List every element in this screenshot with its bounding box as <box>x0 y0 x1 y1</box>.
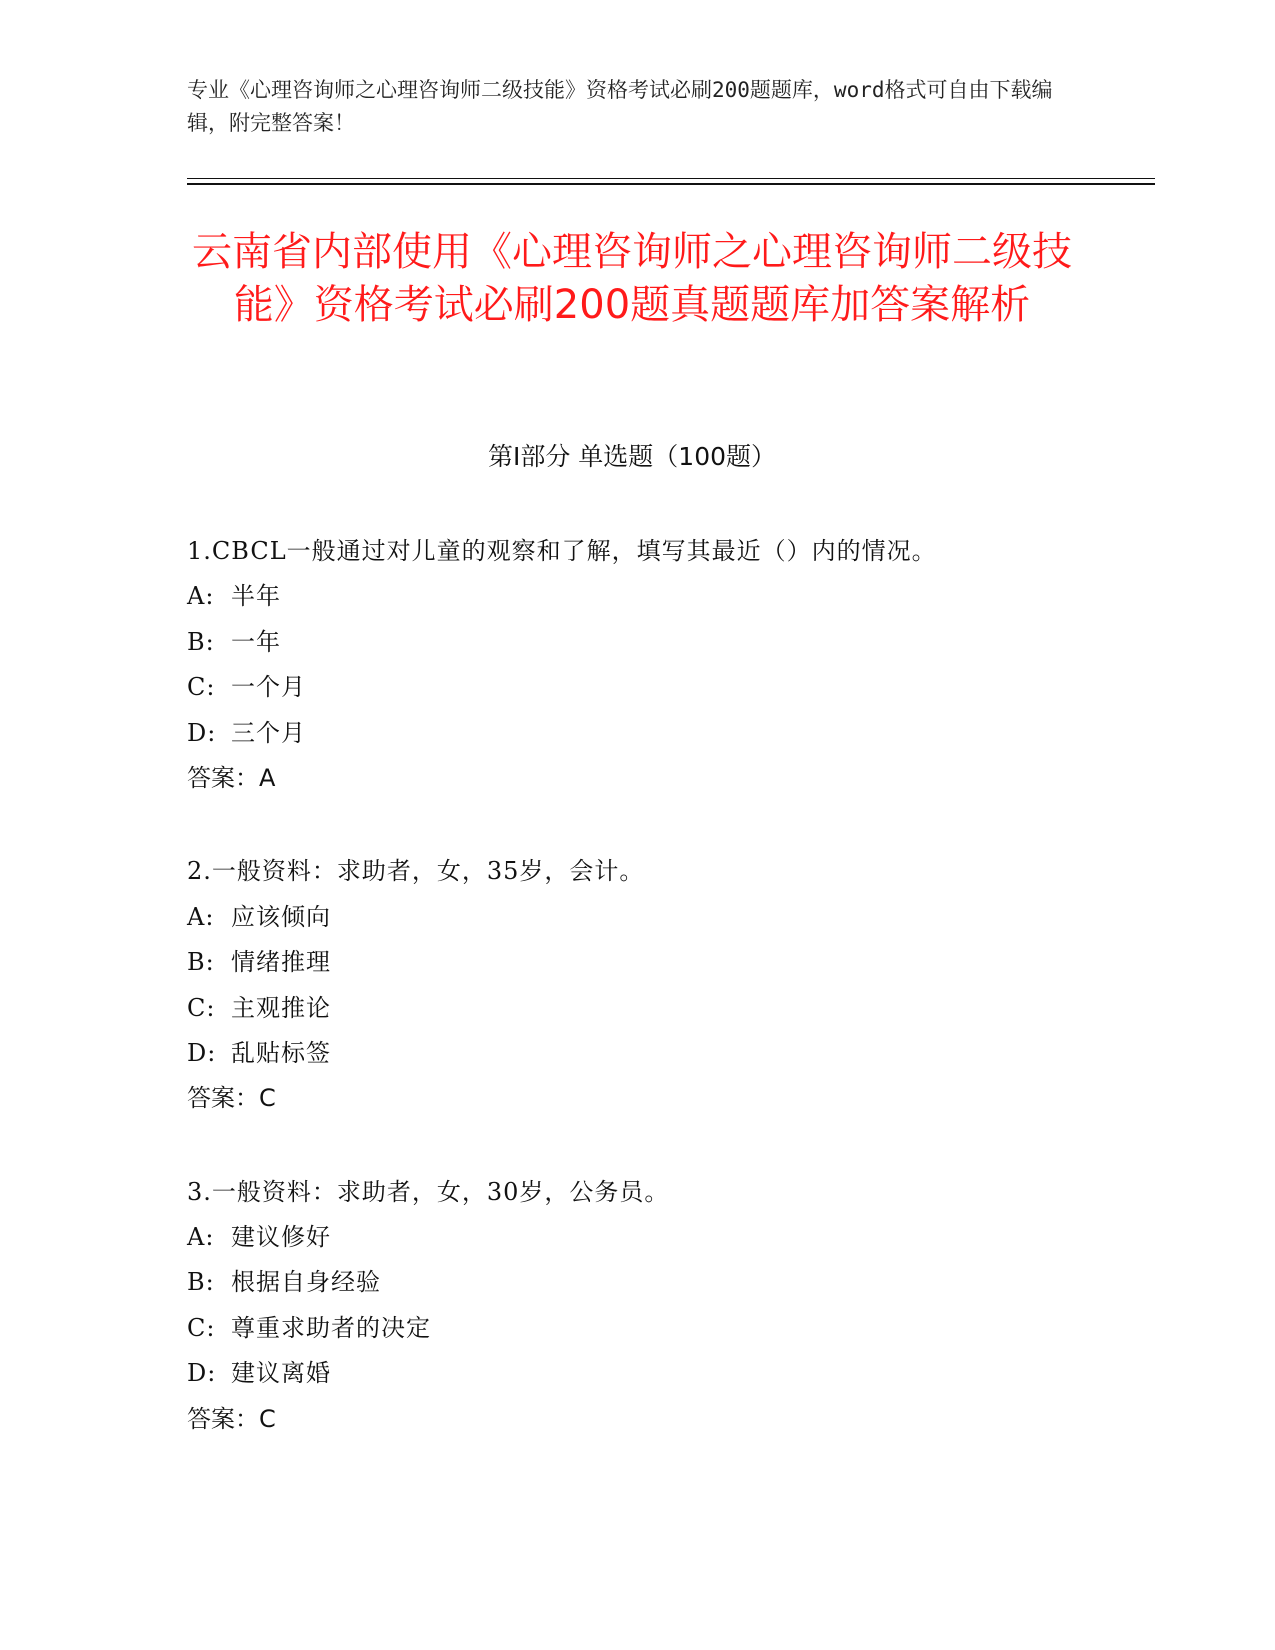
question-item <box>187 1170 1087 1442</box>
question-item <box>187 849 1087 1121</box>
option-text: 一个月 <box>231 673 306 702</box>
option-text: 尊重求助者的决定 <box>231 1313 431 1342</box>
answer-line: 答案：C <box>187 1404 276 1433</box>
option-text: 三个月 <box>231 718 306 747</box>
answer-line: 答案：A <box>187 763 276 792</box>
option-letter: C: <box>187 673 216 702</box>
option-text: 半年 <box>231 582 281 611</box>
document-title: 云南省内部使用《心理咨询师之心理咨询师二级技能》资格考试必刷200题真题题库加答案解析 <box>192 229 1072 328</box>
question-stem: 1.CBCL一般通过对儿童的观察和了解，填写其最近（）内的情况。 <box>187 537 937 565</box>
option-text: 乱贴标签 <box>231 1038 331 1067</box>
option-b <box>187 1260 1087 1305</box>
question-item <box>187 529 1087 801</box>
header-divider-thick <box>187 183 1155 185</box>
option-c <box>187 1306 1087 1351</box>
option-text: 应该倾向 <box>231 902 331 931</box>
option-text: 情绪推理 <box>231 948 331 977</box>
option-letter: B: <box>187 948 215 977</box>
header-divider-thin <box>187 178 1155 179</box>
question-list <box>187 529 1087 1490</box>
option-letter: C: <box>187 1313 216 1342</box>
option-letter: B: <box>187 1268 215 1297</box>
question-stem: 3.一般资料：求助者，女，30岁，公务员。 <box>187 1177 670 1206</box>
option-letter: B: <box>187 627 215 656</box>
option-text: 建议离婚 <box>231 1359 331 1388</box>
option-letter: A: <box>187 1223 215 1252</box>
option-b <box>187 620 1087 665</box>
option-text: 主观推论 <box>231 993 331 1022</box>
option-a <box>187 1215 1087 1260</box>
option-letter: A: <box>187 582 215 611</box>
option-a <box>187 574 1087 619</box>
option-letter: D: <box>187 1359 217 1388</box>
option-a <box>187 895 1087 940</box>
option-c <box>187 986 1087 1031</box>
question-stem: 2.一般资料：求助者，女，35岁，会计。 <box>187 857 645 886</box>
option-d <box>187 1351 1087 1396</box>
option-letter: D: <box>187 1038 217 1067</box>
section-heading: 第Ⅰ部分 单选题（100题） <box>487 442 777 471</box>
option-d <box>187 711 1087 756</box>
option-b <box>187 940 1087 985</box>
document-header-note: 专业《心理咨询师之心理咨询师二级技能》资格考试必刷200题题库，word格式可自由下载编辑，附完整答案！ <box>187 78 1053 135</box>
option-text: 一年 <box>231 627 281 656</box>
option-letter: C: <box>187 993 216 1022</box>
option-text: 根据自身经验 <box>231 1268 381 1297</box>
option-d <box>187 1031 1087 1076</box>
option-letter: A: <box>187 902 215 931</box>
answer-line: 答案：C <box>187 1084 276 1113</box>
option-letter: D: <box>187 718 217 747</box>
option-c <box>187 665 1087 710</box>
option-text: 建议修好 <box>231 1223 331 1252</box>
